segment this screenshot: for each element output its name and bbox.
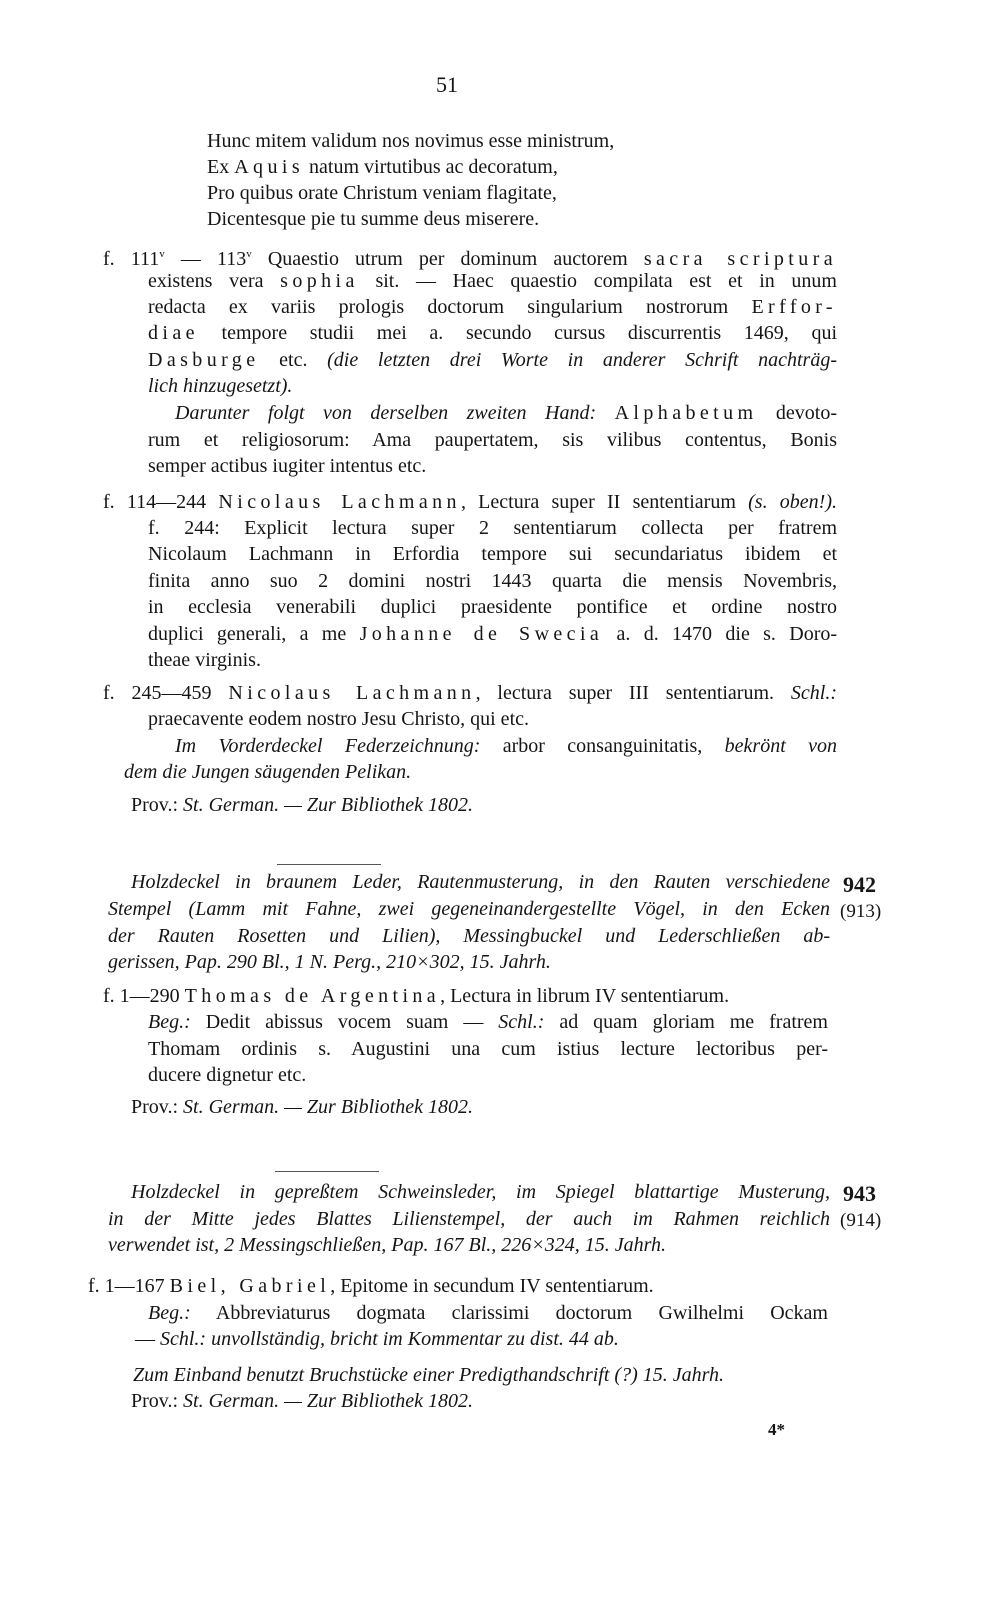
section-divider bbox=[277, 864, 381, 865]
text-line bbox=[131, 869, 830, 895]
text-line bbox=[148, 427, 837, 453]
text-segment: theae virginis. bbox=[148, 649, 261, 671]
italic-text: Zum Einband benutzt Bruchstücke einer Predigthandschrift (?) 15. Jahrh. bbox=[133, 1364, 725, 1386]
text-segment: Dedit abissus vocem suam — bbox=[190, 1011, 499, 1033]
text-line bbox=[131, 1179, 830, 1205]
italic-text: in der Mitte jedes Blattes Lilienstempel, der auch im Rahmen reichlich bbox=[108, 1208, 830, 1230]
italic-text: Im Vorderdeckel Federzeichnung: bbox=[175, 735, 481, 757]
text-segment: , Epitome in secundum IV sententiarum. bbox=[330, 1275, 654, 1297]
text-segment: duplici generali, a me bbox=[148, 623, 360, 645]
text-segment: Quaestio utrum per dominum auctorem bbox=[251, 248, 644, 270]
text-segment: , Lectura super II sententiarum bbox=[460, 491, 749, 513]
spaced-name: Aquis bbox=[234, 156, 305, 178]
text-line bbox=[148, 347, 837, 373]
text-segment: devoto- bbox=[757, 402, 838, 424]
text-segment: f. 1—167 bbox=[88, 1275, 170, 1297]
text-line bbox=[148, 1062, 306, 1088]
text-line bbox=[108, 1232, 666, 1258]
text-segment: in ecclesia venerabili duplici praesidente pontifice et ordine nostro bbox=[148, 596, 837, 618]
text-segment: Nicolaum Lachmann in Erfordia tempore sui secundariatus ibidem et bbox=[148, 543, 837, 565]
italic-text: St. German. — Zur Bibliothek 1802. bbox=[183, 794, 474, 816]
text-segment: f. 245—459 bbox=[103, 682, 229, 704]
superscript: v bbox=[246, 248, 252, 260]
text-line bbox=[135, 1326, 619, 1352]
italic-text: Schl.: bbox=[498, 1011, 545, 1033]
text-segment: tempore studii mei a. secundo cursus discurrentis 1469, qui bbox=[198, 322, 837, 344]
italic-text: dem die Jungen säugenden Pelikan. bbox=[124, 761, 412, 783]
italic-text: Beg.: bbox=[148, 1302, 191, 1324]
italic-text: der Rauten Rosetten und Lilien), Messingbuckel und Lederschließen ab- bbox=[108, 925, 830, 947]
text-line bbox=[103, 241, 837, 270]
text-segment: Thomam ordinis s. Augustini una cum istius lecture lectoribus per- bbox=[148, 1038, 828, 1060]
text-segment: , Lectura in librum IV sententiarum. bbox=[440, 985, 730, 1007]
text-segment: ducere dignetur etc. bbox=[148, 1064, 307, 1086]
text-segment: — 113 bbox=[164, 248, 247, 270]
text-segment: a. d. 1470 die s. Doro- bbox=[603, 623, 838, 645]
text-segment: Abbreviaturus dogmata clarissimi doctorum Gwilhelmi Ockam bbox=[190, 1302, 828, 1324]
text-line bbox=[108, 1206, 830, 1232]
text-line bbox=[148, 706, 529, 732]
entry-number: 943 bbox=[843, 1181, 876, 1206]
old-entry-number: (913) bbox=[840, 901, 882, 922]
italic-text: gerissen, Pap. 290 Bl., 1 N. Perg., 210×302, 15. Jahrh. bbox=[108, 951, 551, 973]
text-line bbox=[207, 180, 557, 206]
italic-text: Schl.: bbox=[790, 682, 837, 704]
text-line bbox=[148, 1036, 828, 1062]
text-line bbox=[148, 621, 837, 647]
text-segment: f. 1—290 bbox=[103, 985, 185, 1007]
text-line bbox=[148, 320, 837, 346]
text-segment: redacta ex variis prologis doctorum singularium nostrorum bbox=[148, 296, 752, 318]
spaced-name: Dasburge bbox=[148, 349, 260, 371]
spaced-name: Alphabetum bbox=[614, 402, 758, 424]
entry-number: 942 bbox=[843, 872, 876, 897]
text-segment: , lectura super III sententiarum. bbox=[475, 682, 791, 704]
text-line bbox=[88, 1273, 654, 1299]
spaced-name: Nicolaus Lachmann bbox=[228, 682, 476, 704]
italic-text: (die letzten drei Worte in anderer Schrift nachträg- bbox=[327, 349, 837, 371]
text-segment: existens vera bbox=[148, 270, 281, 292]
spaced-name: Erffor- bbox=[751, 296, 837, 318]
text-segment: Ex bbox=[207, 156, 235, 178]
text-line bbox=[131, 1388, 473, 1414]
text-line bbox=[148, 294, 837, 320]
italic-text: Beg.: bbox=[148, 1011, 191, 1033]
text-line bbox=[148, 1009, 828, 1035]
italic-text: Holzdeckel in braunem Leder, Rautenmusterung, in den Rauten verschiedene bbox=[131, 871, 830, 893]
page-number: 51 bbox=[436, 72, 458, 97]
text-segment: etc. bbox=[259, 349, 328, 371]
text-line bbox=[148, 647, 261, 673]
italic-text: Schl.: unvollständig, bricht im Kommentar zu dist. 44 ab. bbox=[160, 1328, 619, 1350]
italic-text: Holzdeckel in gepreßtem Schweinsleder, im Spiegel blattartige Musterung, bbox=[131, 1181, 830, 1203]
text-segment: ad quam gloriam me fratrem bbox=[544, 1011, 828, 1033]
italic-text: Stempel (Lamm mit Fahne, zwei gegeneinandergestellte Vögel, in den Ecken bbox=[108, 898, 830, 920]
text-segment: Dicentesque pie tu summe deus miserere. bbox=[207, 208, 540, 230]
spaced-name: Nicolaus Lachmann bbox=[218, 491, 461, 513]
text-segment: sit. — Haec quaestio compilata est et in unum bbox=[358, 270, 837, 292]
text-segment: praecavente eodem nostro Jesu Christo, qui etc. bbox=[148, 708, 529, 730]
text-line bbox=[148, 373, 292, 399]
text-line bbox=[103, 489, 837, 515]
italic-text: St. German. — Zur Bibliothek 1802. bbox=[183, 1390, 474, 1412]
spaced-name: Johanne de Swecia bbox=[359, 623, 604, 645]
spaced-name: Biel, Gabriel bbox=[169, 1275, 331, 1297]
text-line bbox=[148, 541, 837, 567]
text-line bbox=[108, 949, 551, 975]
text-segment: f. 244: Explicit lectura super 2 sententiarum collecta per fratrem bbox=[148, 517, 837, 539]
text-line bbox=[175, 733, 837, 759]
text-line bbox=[133, 1362, 724, 1388]
old-entry-number: (914) bbox=[840, 1210, 882, 1231]
text-segment: semper actibus iugiter intentus etc. bbox=[148, 455, 427, 477]
text-line bbox=[148, 515, 837, 541]
text-segment: Prov.: bbox=[131, 1390, 184, 1412]
italic-text: Darunter folgt von derselben zweiten Hand: bbox=[175, 402, 597, 424]
text-line bbox=[148, 594, 837, 620]
spaced-name: diae bbox=[148, 322, 199, 344]
italic-text: St. German. — Zur Bibliothek 1802. bbox=[183, 1096, 474, 1118]
text-segment: finita anno suo 2 domini nostri 1443 quarta die mensis Novembris, bbox=[148, 570, 837, 592]
text-line bbox=[131, 1094, 473, 1120]
text-line bbox=[148, 268, 837, 294]
text-line bbox=[108, 896, 830, 922]
text-line bbox=[148, 568, 837, 594]
text-line bbox=[108, 923, 830, 949]
text-segment: arbor consanguinitatis, bbox=[480, 735, 725, 757]
signature-mark: 4* bbox=[768, 1420, 785, 1439]
italic-text: bekrönt von bbox=[724, 735, 837, 757]
text-segment bbox=[596, 402, 614, 424]
text-segment: rum et religiosorum: Ama paupertatem, sis vilibus contentus, Bonis bbox=[148, 429, 837, 451]
text-line bbox=[207, 154, 558, 180]
text-line bbox=[175, 400, 837, 426]
spaced-name: sophia bbox=[280, 270, 359, 292]
text-segment: Prov.: bbox=[131, 794, 184, 816]
italic-text: lich hinzugesetzt). bbox=[148, 375, 293, 397]
text-segment: f. 114—244 bbox=[103, 491, 219, 513]
text-segment: Hunc mitem validum nos novimus esse ministrum, bbox=[207, 130, 615, 152]
text-line bbox=[148, 1300, 828, 1326]
text-line bbox=[124, 759, 411, 785]
text-segment: natum virtutibus ac decoratum, bbox=[304, 156, 558, 178]
text-line bbox=[207, 128, 614, 154]
text-line bbox=[131, 792, 473, 818]
italic-text: verwendet ist, 2 Messingschließen, Pap. 167 Bl., 226×324, 15. Jahrh. bbox=[108, 1234, 667, 1256]
spaced-name: Thomas de Argentina bbox=[184, 985, 441, 1007]
spaced-name: sacra scriptura bbox=[643, 248, 837, 270]
superscript: v bbox=[159, 248, 165, 260]
section-divider bbox=[275, 1171, 379, 1172]
text-segment: Prov.: bbox=[131, 1096, 184, 1118]
text-segment: — bbox=[135, 1328, 160, 1350]
text-line bbox=[148, 453, 426, 479]
italic-text: (s. oben!). bbox=[748, 491, 837, 513]
text-line bbox=[103, 983, 729, 1009]
text-line bbox=[207, 206, 539, 232]
text-line bbox=[103, 680, 837, 706]
text-segment: f. 111 bbox=[103, 248, 160, 270]
text-segment: Pro quibus orate Christum veniam flagitate, bbox=[207, 182, 557, 204]
